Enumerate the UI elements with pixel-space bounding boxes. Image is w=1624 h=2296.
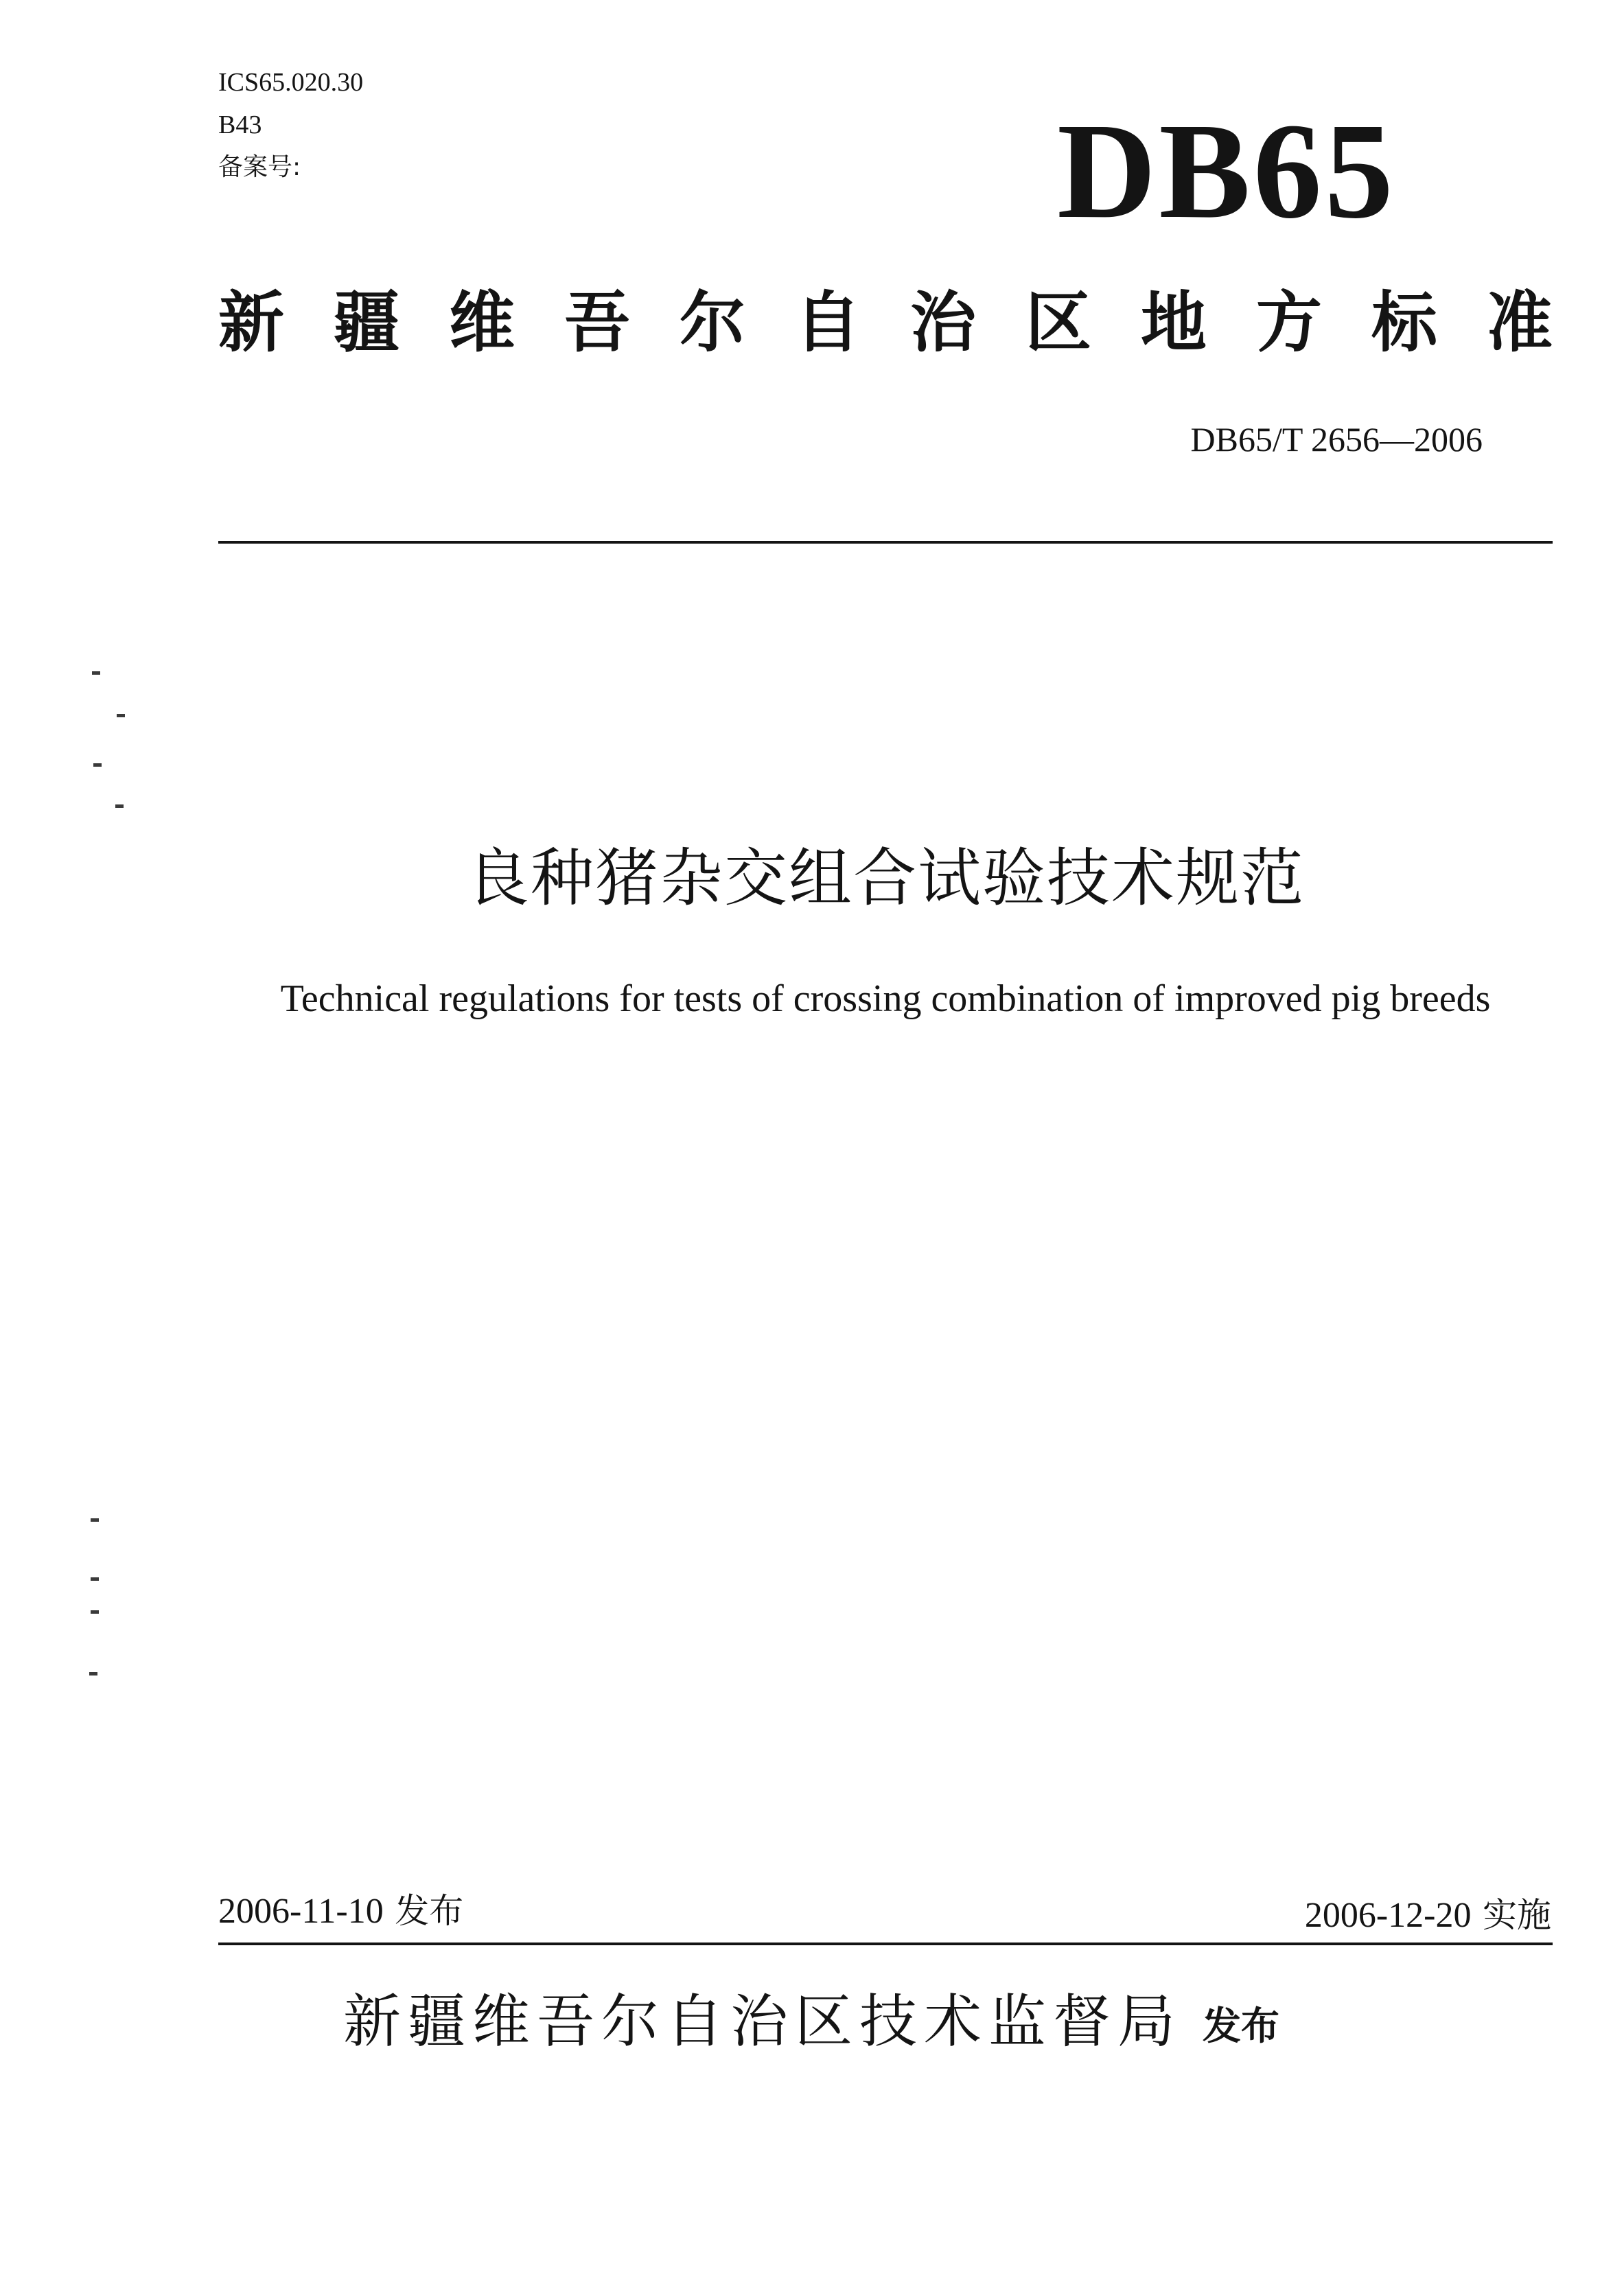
- margin-mark: [91, 1577, 99, 1581]
- margin-mark: [91, 1610, 99, 1614]
- implementation-date: [1071, 1893, 1551, 1938]
- standard-logo: DB65: [1057, 95, 1396, 247]
- standard-type-char: 治: [910, 284, 976, 361]
- standard-type-char: 地: [1141, 284, 1207, 361]
- standard-type-char: 新: [218, 284, 284, 361]
- issue-date-value: 2006-11-10: [218, 1892, 384, 1931]
- publisher-name: 新疆维吾尔自治区技术监督局: [343, 1988, 1183, 2055]
- issue-date: [218, 1889, 463, 1934]
- classification-code: B43: [218, 111, 262, 139]
- margin-mark: [93, 763, 102, 767]
- implementation-date-value: 2006-12-20: [1304, 1896, 1472, 1935]
- implementation-date-label: 实施: [1483, 1895, 1551, 1935]
- standard-type-char: 方: [1256, 284, 1322, 361]
- standard-code: DB65/T 2656—2006: [1190, 420, 1483, 459]
- standard-type-char: 标: [1371, 284, 1437, 361]
- document-title-english: Technical regulations for tests of crossing combination of improved pig breeds: [280, 977, 1491, 1020]
- standard-type-char: 自: [795, 284, 861, 361]
- publisher: [343, 1987, 1469, 2056]
- ics-code: ICS65.020.30: [218, 68, 364, 97]
- publisher-suffix: 发布: [1203, 2004, 1280, 2049]
- margin-mark: [92, 671, 100, 675]
- margin-mark: [115, 804, 124, 808]
- standard-type-char: 准: [1487, 284, 1553, 361]
- standard-type: [218, 281, 1553, 364]
- standard-type-char: 疆: [334, 284, 399, 361]
- bottom-divider: [218, 1943, 1553, 1945]
- standard-type-char: 区: [1025, 284, 1091, 361]
- standard-type-char: 吾: [564, 284, 630, 361]
- standard-type-char: 维: [449, 284, 515, 361]
- document-title-chinese: 良种猪杂交组合试验技术规范: [465, 842, 1305, 915]
- standard-type-char: 尔: [680, 284, 745, 361]
- record-number-label: 备案号:: [218, 153, 301, 181]
- margin-mark: [91, 1518, 99, 1522]
- margin-mark: [89, 1672, 97, 1675]
- issue-date-label: 发布: [395, 1891, 464, 1931]
- top-divider: [218, 541, 1553, 544]
- margin-mark: [117, 714, 125, 717]
